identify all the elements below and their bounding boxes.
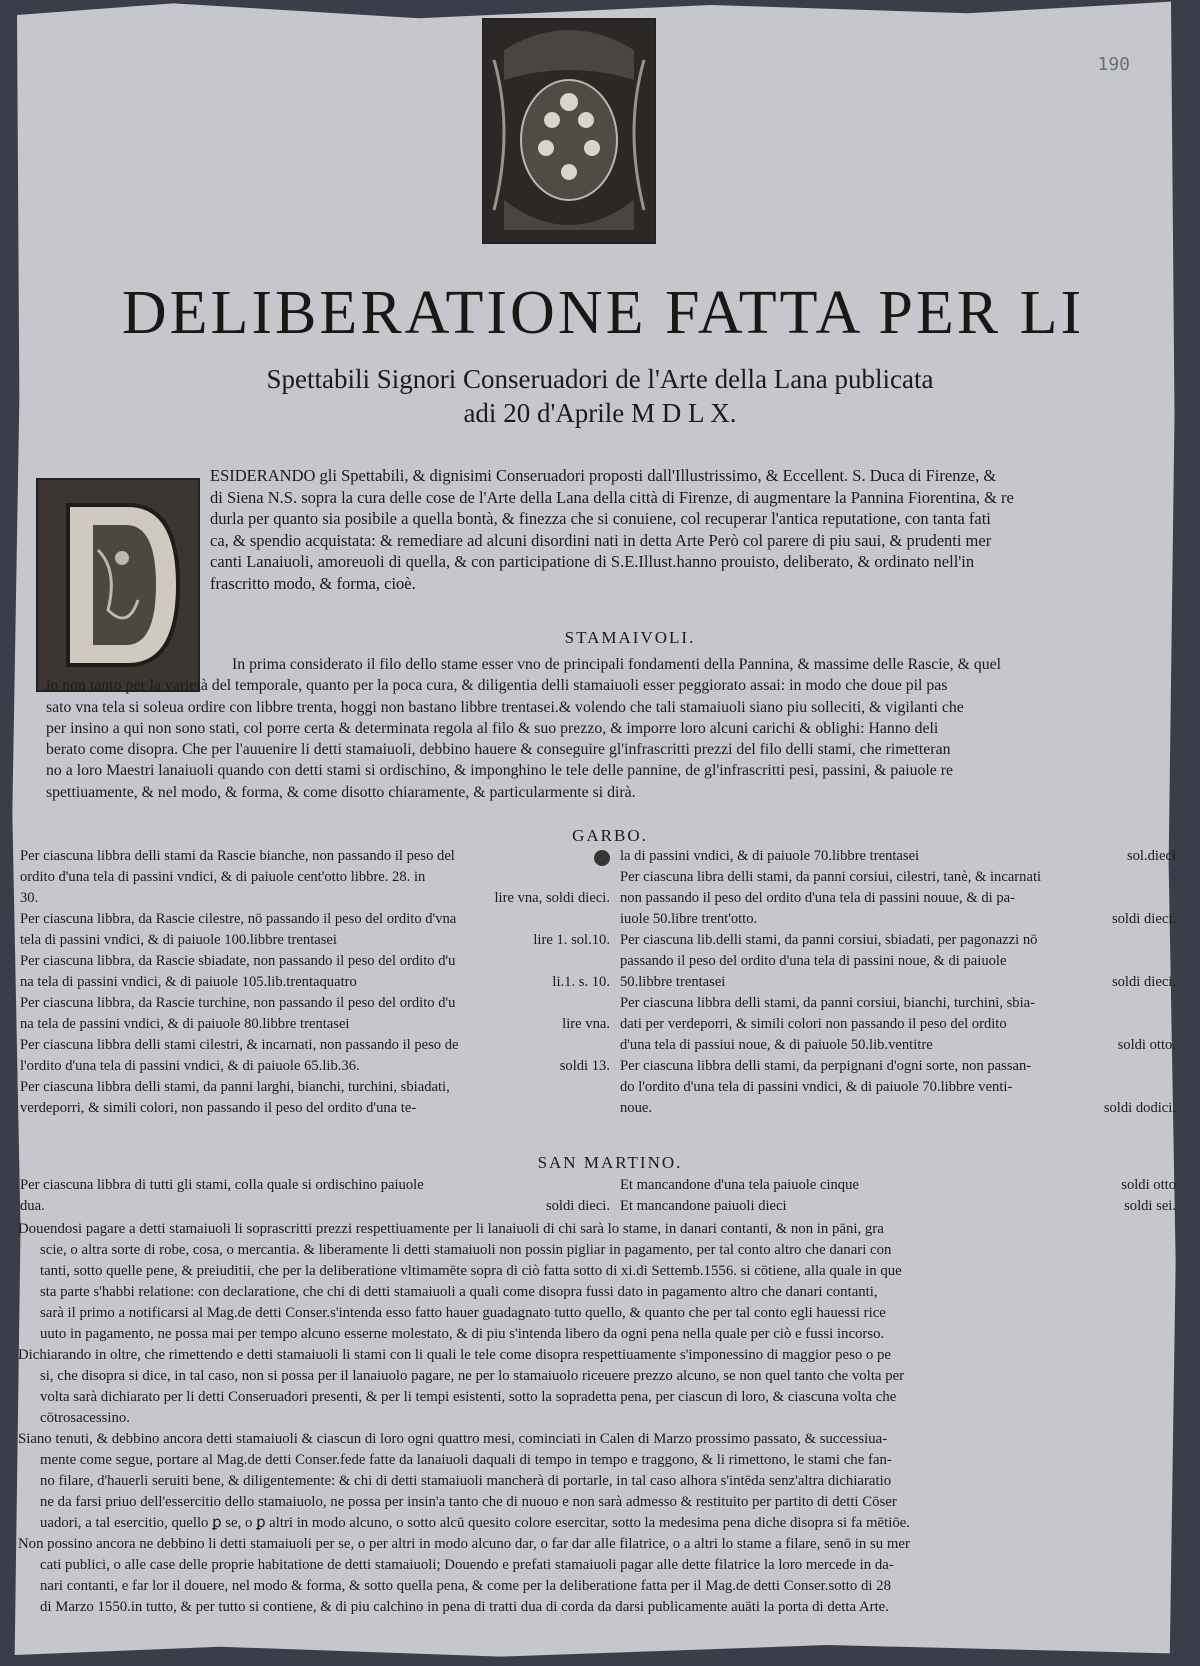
intro-line: di Siena N.S. sopra la cura delle cose de l'Arte della Lana della città di Firenze, di augmentare la Pannina Fiorentina, & re [210, 487, 1014, 507]
stamaiuoli-line: In prima considerato il filo dello stame esser vno de principali fondamenti della Pannina, & massime delle Rascie, & quel [232, 656, 1002, 673]
price-entry [620, 1196, 1176, 1217]
body-line: Dichiarando in oltre, che rimettendo e detti stamaiuoli li stami con li quali le tele come disopra respettiuamente s'imponessino di maggior peso o pe [18, 1347, 891, 1363]
san-martino-paragraphs [18, 1219, 1178, 1618]
price-entry [620, 930, 1176, 951]
entry-text: lire vna, soldi dieci. [494, 890, 610, 906]
section-heading-stamaiuoli: STAMAIVOLI. [564, 628, 696, 647]
stamaiuoli-line: berato come disopra. Che per l'auuenire li detti stamaiuoli, debbino hauere & conseguire gl'infrascritti prezzi del filo delli stami, che rimetteran [46, 741, 951, 759]
medici-crest-woodcut [482, 18, 656, 244]
price-entry [20, 1196, 610, 1217]
entry-text: l'ordito d'una tela di passini vndici, & di paiuole 65.lib.36. [20, 1058, 360, 1074]
entry-price: soldi 13. [559, 1058, 610, 1074]
price-entry [20, 1014, 610, 1035]
entry-text: Per ciascuna libbra delli stami cilestri, & incarnati, non passando il peso de [20, 1037, 459, 1053]
body-line: no filare, d'hauerli seruiti bene, & diligentemente: & chi di detti stamaiuoli mancherà di portarle, in tal caso alhora s'intēda senz'altra dichiaratio [40, 1473, 892, 1489]
garbo-left-column [20, 846, 610, 1119]
body-line: sta parte s'habbi relatione: con declaratione, che chi di detti stamaiuoli a quali come disopra fussi dato in pagamento altro che danari contanti, [40, 1284, 878, 1300]
entry-text: dati per verdeporri, & simili colori non passando il peso del ordito [620, 1016, 1007, 1032]
stamaiuoli-line: per insino a qui non sono stati, col porre certa & determinata regola al filo & suo prezzo, & imporre loro alcuni carichi & oblighi: Hanno deli [46, 719, 939, 737]
stamaiuoli-line: sato vna tela si soleua ordire con libbre trenta, hoggi non bastano libbre trentasei.& volendo che tali stamaiuoli siano piu solleciti, & vigilanti che [46, 698, 964, 716]
stamaiuoli-line: no a loro Maestri lanaiuoli quando con detti stami si ordischino, & imponghino le tele delle pannine, de gl'infrascritti pesi, passini, & paiuole re [46, 762, 954, 780]
body-line: nari contanti, e far lor il douere, nel modo & forma, & sotto quella pena, & come per la deliberatione fatta per il Mag.de detti Conser.sotto di 28 [40, 1578, 891, 1594]
entry-text: do l'ordito d'una tela di passini vndici, & di paiuole 70.libbre venti- [620, 1079, 1013, 1095]
entry-price: soldi otto [1121, 1177, 1176, 1193]
price-entry [20, 1098, 610, 1119]
price-entry [20, 867, 610, 888]
price-entry [620, 867, 1176, 888]
price-entry [20, 930, 610, 951]
price-entry [20, 1175, 610, 1196]
intro-line: durla per quanto sia posibile a quella bontà, & finezza che si conuiene, col recuperar l'antica reputatione, con tanta fati [210, 509, 991, 528]
subtitle [180, 362, 1020, 430]
price-entry [620, 951, 1176, 972]
price-entry [20, 909, 610, 930]
price-entry [620, 1098, 1176, 1119]
intro-paragraph [210, 465, 1170, 594]
entry-text: Per ciascuna lib.delli stami, da panni corsiui, sbiadati, per pagonazzi nō [620, 932, 1038, 948]
entry-text: tela di passini vndici, & di paiuole 100.libbre trentasei [20, 932, 337, 948]
entry-price: soldi dieci. [1111, 911, 1176, 927]
ink-stain [594, 850, 610, 866]
stamaiuoli-paragraph [46, 654, 1176, 803]
section-heading-garbo: GARBO. [572, 826, 648, 845]
entry-text: Et mancandone d'una tela paiuole cinque [620, 1177, 859, 1193]
intro-line: canti Lanaiuoli, amoreuoli di quella, & con participatione di S.E.Illust.hanno prouisto, deliberato, & ordinato nell'in [210, 552, 975, 571]
body-line: ne da farsi priuo dell'essercitio dello stamaiuolo, ne possa per insin'a tanto che di nuouo e non sarà admesso & restituito per partito di detti Cōser [40, 1494, 897, 1510]
price-entry [20, 993, 610, 1014]
section-heading-san-martino: SAN MARTINO. [537, 1153, 683, 1172]
body-line: Non possino ancora ne debbino li detti stamaiuoli per se, o per altri in modo alcuno dar, o far dar alle filatrice, o a altri lo stame a filare, senō in su mer [18, 1536, 910, 1552]
entry-text: Per ciascuna libbra di tutti gli stami, colla quale si ordischino paiuole [20, 1177, 424, 1193]
entry-text: 30. [20, 890, 39, 906]
entry-price: lire vna. [562, 1016, 610, 1032]
entry-text: na tela de passini vndici, & di paiuole 80.libbre trentasei [20, 1016, 350, 1032]
entry-text: Per ciascuna libbra delli stami, da perpignani d'ogni sorte, non passan- [620, 1058, 1032, 1074]
entry-text: non passando il peso del ordito d'una tela di passini nouue, & di pa- [620, 890, 1015, 906]
document-title: DELIBERATIONE FATTA PER LI [121, 279, 1085, 347]
entry-text: Et mancandone paiuoli dieci [620, 1198, 787, 1214]
body-line: mente come segue, portare al Mag.de detti Conser.fede fatte da lanaiuoli daquali di tempo in tempo e traggono, & li rimettono, le stami che fan- [40, 1452, 892, 1468]
price-entry [620, 846, 1176, 867]
folio-number: 190 [1097, 54, 1130, 75]
entry-text: na tela di passini vndici, & di paiuole 105.lib.trentaquatro [20, 974, 357, 990]
price-entry [20, 1056, 610, 1077]
entry-text: Per ciascuna libbra delli stami, da panni corsiui, bianchi, turchini, sbia- [620, 995, 1035, 1011]
garbo-right-column [620, 846, 1176, 1119]
entry-text: Per ciascuna libbra, da Rascie turchine, non passando il peso del ordito d'u [20, 995, 456, 1011]
entry-text: Per ciascuna libbra, da Rascie sbiadate, non passando il peso del ordito d'u [20, 953, 456, 969]
entry-text: ordito d'una tela di passini vndici, & di paiuole cent'otto libbre. 28. in [20, 869, 426, 885]
body-line: di Marzo 1550.in tutto, & per tutto si contiene, & di piu calchino in pena di tratti dua di corda da darsi publicamente auāti la porta di detta Arte. [40, 1599, 889, 1615]
entry-price: sol.dieci [1126, 848, 1176, 864]
subtitle-line: Spettabili Signori Conseruadori de l'Arte della Lana publicata [266, 364, 934, 394]
stamaiuoli-line: lo non tanto per la varietà del temporale, quanto per la poca cura, & diligentia delli stamaiuoli esser peggiorato assai: in modo che doue pil pas [46, 677, 948, 695]
body-line: cōtrosacessino. [40, 1410, 130, 1426]
entry-price: soldi dieci. [1111, 974, 1176, 990]
price-entry [620, 972, 1176, 993]
entry-text: Per ciascuna libbra, da Rascie cilestre, nō passando il peso del ordito d'vna [20, 911, 457, 927]
entry-text: la di passini vndici, & di paiuole 70.libbre trentasei [620, 848, 920, 864]
subtitle-line: adi 20 d'Aprile M D L X. [463, 398, 737, 428]
entry-price: soldi dodici. [1103, 1100, 1176, 1116]
entry-text: iuole 50.libre trent'otto. [620, 911, 758, 927]
price-entry [20, 1035, 610, 1056]
entry-text: noue. [620, 1100, 653, 1116]
body-line: uadori, a tal esercitio, quello ꝑ se, o ꝑ altri in modo alcuno, o sotto alcū quesito colore esercitar, sotto la medesima pena diche disopra si fa mētiōe. [40, 1515, 910, 1531]
entry-text: Per ciascuna libra delli stami, da panni corsiui, cilestri, tanè, & incarnati [620, 869, 1042, 885]
entry-price: soldi dieci. [545, 1198, 610, 1214]
body-line: Douendosi pagare a detti stamaiuoli li soprascritti prezzi respettiuamente per li lanaiuoli di chi sarà lo stame, in danari contanti, & non in pāni, gra [18, 1221, 884, 1237]
price-entry [620, 909, 1176, 930]
body-line: scie, o altra sorte di robe, cosa, o mercantia. & liberamente li detti stamaiuoli non possin pigliar in pagamento, per tal conto altro che danari con [40, 1242, 892, 1258]
intro-line: ca, & spendio acquistata: & remediare ad alcuni disordini nati in detta Arte Però col parere di piu saui, & prudenti mer [210, 530, 992, 550]
price-entry [620, 888, 1176, 909]
entry-text: passando il peso del ordito d'una tela di passini noue, & di paiuole [620, 953, 1007, 969]
stamaiuoli-line: spettiuamente, & nel modo, & forma, & come disotto chiaramente, & particularmente si dirà. [46, 783, 636, 801]
entry-price: li.1. s. 10. [552, 974, 610, 990]
body-line: si, che disopra si dice, in tal caso, non si possa per il lanaiuolo pagare, ne per lo stamaiuolo riceuere prezzo alcuno, se non quel tanto che volta per [40, 1368, 905, 1384]
entry-price: lire 1. sol.10. [533, 932, 610, 948]
body-line: sarà il primo a notificarsi al Mag.de detti Conser.s'intenda esso fatto hauer guadagnato tutto quello, & quanto che per tal conto egli hauessi rice [40, 1305, 886, 1321]
entry-text: verdeporri, & simili colori, non passando il peso del ordito d'una te- [20, 1100, 417, 1116]
price-entry [620, 1077, 1176, 1098]
body-line: cati publici, o alle case delle proprie habitatione de detti stamaiuoli; Douendo e prefati stamaiuoli pagar alle dette filatrice la loro mercede in da- [40, 1557, 894, 1573]
price-entry [620, 1056, 1176, 1077]
intro-line: ESIDERANDO gli Spettabili, & dignisimi Conseruadori proposti dall'Illustrissimo, & Eccellent. S. Duca di Firenze, & [210, 466, 997, 485]
body-line: Siano tenuti, & debbino ancora detti stamaiuoli & ciascun di loro ogni quattro mesi, cominciati in Calen di Marzo prossimo passato, & successiua- [18, 1431, 888, 1447]
body-line: volta sarà dichiarato per li detti Conseruadori presenti, & per li tempi esistenti, sotto la sopradetta pena, per ciascun di loro, & ciascuna volta che [40, 1389, 897, 1405]
price-entry [20, 951, 610, 972]
entry-price: soldi sei. [1124, 1198, 1176, 1214]
entry-text: d'una tela di passiui noue, & di paiuole 50.lib.ventitre [620, 1037, 933, 1053]
price-entry [620, 1014, 1176, 1035]
price-entry [620, 1175, 1176, 1196]
price-entry [20, 846, 610, 867]
san-martino-left-column [20, 1175, 610, 1217]
entry-text: Per ciascuna libbra delli stami da Rascie bianche, non passando il peso del [20, 848, 455, 864]
san-martino-right-column [620, 1175, 1176, 1217]
price-entry [620, 993, 1176, 1014]
entry-text: dua. [20, 1198, 45, 1214]
price-entry [20, 972, 610, 993]
intro-line: frascritto modo, & forma, cioè. [210, 573, 416, 593]
body-line: uuto in pagamento, ne possa mai per tempo alcuno esserne molestato, & di piu s'intenda libero da ogni pena nella quale per ciò e fussi incorso. [40, 1326, 885, 1342]
entry-text: 50.libbre trentasei [620, 974, 726, 990]
price-entry [20, 1077, 610, 1098]
price-entry [620, 1035, 1176, 1056]
entry-text: Per ciascuna libbra delli stami, da panni larghi, bianchi, turchini, sbiadati, [20, 1079, 450, 1095]
body-line: tanti, sotto quelle pene, & preiuditii, che per la deliberatione vltimamēte sopra di ciò fatta sotto di xi.di Settemb.1556. si cōtiene, alla quale in que [40, 1263, 902, 1279]
entry-price: soldi otto. [1117, 1037, 1176, 1053]
